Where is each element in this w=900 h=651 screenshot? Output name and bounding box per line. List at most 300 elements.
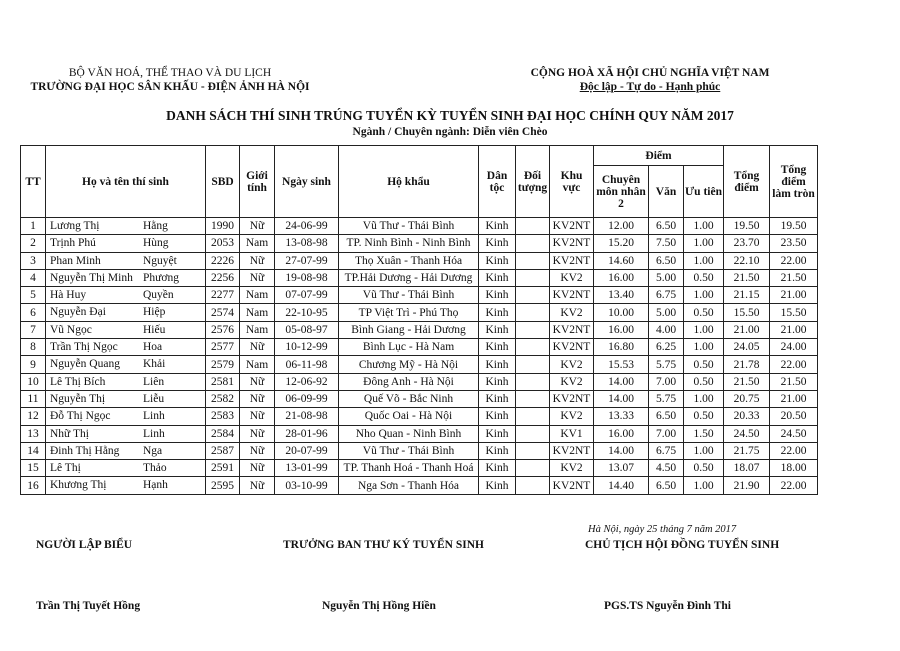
cell-literature: 6.75	[649, 287, 684, 304]
cell-region: KV2	[550, 304, 594, 321]
cell-priority-group	[516, 460, 550, 477]
cell-rounded: 22.00	[770, 442, 818, 459]
table-row	[21, 390, 818, 407]
cell-priority-group	[516, 356, 550, 373]
cell-priority: 1.00	[684, 390, 724, 407]
preparer-name: Trần Thị Tuyết Hồng	[36, 600, 141, 612]
cell-total: 23.70	[724, 235, 770, 252]
family-name: Phan Minh	[50, 254, 101, 267]
cell-ethnicity: Kinh	[479, 252, 516, 269]
cell-sbd: 2579	[206, 356, 240, 373]
cell-hometown: Vũ Thư - Thái Bình	[339, 442, 479, 459]
cell-gender: Nữ	[240, 252, 275, 269]
cell-priority-group	[516, 408, 550, 425]
cell-ethnicity: Kinh	[479, 235, 516, 252]
cell-priority-group	[516, 390, 550, 407]
cell-dob: 03-10-99	[275, 477, 339, 494]
given-name: Nguyệt	[143, 254, 177, 267]
cell-priority: 1.00	[684, 442, 724, 459]
cell-gender: Nam	[240, 304, 275, 321]
cell-hometown: Nga Sơn - Thanh Hóa	[339, 477, 479, 494]
cell-region: KV2NT	[550, 477, 594, 494]
cell-tt: 5	[21, 287, 46, 304]
cell-gender: Nữ	[240, 218, 275, 235]
cell-region: KV2NT	[550, 321, 594, 338]
republic-name: CỘNG HOÀ XÃ HỘI CHỦ NGHĨA VIỆT NAM	[530, 67, 770, 79]
cell-sbd: 2587	[206, 442, 240, 459]
cell-rounded: 23.50	[770, 235, 818, 252]
cell-priority: 1.00	[684, 321, 724, 338]
cell-sbd: 1990	[206, 218, 240, 235]
cell-sbd: 2053	[206, 235, 240, 252]
cell-region: KV2NT	[550, 339, 594, 356]
given-name: Hoa	[143, 341, 163, 354]
cell-sbd: 2584	[206, 425, 240, 442]
cell-rounded: 21.50	[770, 373, 818, 390]
cell-total: 20.33	[724, 408, 770, 425]
cell-total: 15.50	[724, 304, 770, 321]
cell-region: KV2NT	[550, 235, 594, 252]
cell-literature: 6.50	[649, 252, 684, 269]
cell-ethnicity: Kinh	[479, 304, 516, 321]
cell-hometown: Bình Giang - Hải Dương	[339, 321, 479, 338]
family-name: Nhữ Thị	[50, 427, 89, 440]
col-header-hometown: Hộ khẩu	[339, 146, 479, 218]
cell-name	[46, 218, 206, 235]
cell-priority-group	[516, 477, 550, 494]
cell-sbd: 2577	[206, 339, 240, 356]
cell-literature: 6.50	[649, 408, 684, 425]
family-name: Nguyễn Đại	[50, 306, 106, 319]
table-row	[21, 373, 818, 390]
given-name: Thảo	[143, 462, 167, 475]
cell-total: 21.00	[724, 321, 770, 338]
cell-literature: 6.50	[649, 477, 684, 494]
cell-priority: 0.50	[684, 356, 724, 373]
cell-sbd: 2226	[206, 252, 240, 269]
family-name: Trịnh Phú	[50, 237, 96, 250]
given-name: Hiệp	[143, 306, 166, 319]
family-name: Đỗ Thị Ngọc	[50, 410, 111, 423]
cell-tt: 3	[21, 252, 46, 269]
cell-dob: 28-01-96	[275, 425, 339, 442]
given-name: Liên	[143, 375, 165, 388]
given-name: Linh	[143, 410, 165, 423]
cell-priority-group	[516, 218, 550, 235]
given-name: Hiếu	[143, 323, 166, 336]
cell-sbd: 2277	[206, 287, 240, 304]
cell-ethnicity: Kinh	[479, 477, 516, 494]
cell-priority-group	[516, 287, 550, 304]
col-header-dob: Ngày sinh	[275, 146, 339, 218]
cell-literature: 5.75	[649, 390, 684, 407]
given-name: Hằng	[143, 220, 168, 232]
cell-major-score: 14.40	[594, 477, 649, 494]
cell-region: KV2	[550, 269, 594, 286]
cell-priority: 1.00	[684, 252, 724, 269]
cell-priority-group	[516, 442, 550, 459]
cell-rounded: 22.00	[770, 477, 818, 494]
ministry-name: BỘ VĂN HOÁ, THỂ THAO VÀ DU LỊCH	[68, 67, 272, 79]
table-row	[21, 477, 818, 494]
cell-hometown: Quốc Oai - Hà Nội	[339, 408, 479, 425]
cell-major-score: 16.00	[594, 269, 649, 286]
given-name: Hùng	[143, 237, 169, 250]
cell-gender: Nam	[240, 321, 275, 338]
cell-ethnicity: Kinh	[479, 269, 516, 286]
cell-major-score: 13.33	[594, 408, 649, 425]
secretary-name: Nguyễn Thị Hồng Hiền	[322, 600, 436, 612]
family-name: Vũ Ngọc	[50, 323, 92, 336]
cell-major-score: 15.53	[594, 356, 649, 373]
cell-hometown: TP. Ninh Bình - Ninh Bình	[339, 235, 479, 252]
cell-dob: 21-08-98	[275, 408, 339, 425]
cell-gender: Nữ	[240, 269, 275, 286]
cell-dob: 20-07-99	[275, 442, 339, 459]
cell-region: KV2	[550, 408, 594, 425]
col-header-scores: Điểm	[594, 146, 724, 166]
table-row	[21, 408, 818, 425]
cell-priority: 1.00	[684, 477, 724, 494]
cell-region: KV2	[550, 373, 594, 390]
cell-priority: 1.50	[684, 425, 724, 442]
cell-priority: 1.00	[684, 287, 724, 304]
cell-rounded: 22.00	[770, 356, 818, 373]
cell-name	[46, 304, 206, 321]
cell-rounded: 18.00	[770, 460, 818, 477]
table-row	[21, 287, 818, 304]
cell-rounded: 19.50	[770, 218, 818, 235]
col-header-priority: Ưu tiên	[684, 166, 724, 218]
cell-major-score: 16.80	[594, 339, 649, 356]
cell-hometown: TP.Hải Dương - Hải Dương	[339, 269, 479, 286]
cell-gender: Nữ	[240, 425, 275, 442]
cell-total: 21.50	[724, 373, 770, 390]
table-row	[21, 356, 818, 373]
cell-sbd: 2576	[206, 321, 240, 338]
family-name: Nguyễn Thị Minh	[50, 271, 133, 284]
table-row	[21, 235, 818, 252]
cell-region: KV2NT	[550, 252, 594, 269]
cell-hometown: Quế Võ - Bắc Ninh	[339, 390, 479, 407]
cell-hometown: TP Việt Trì - Phú Thọ	[339, 304, 479, 321]
cell-literature: 7.00	[649, 373, 684, 390]
cell-ethnicity: Kinh	[479, 339, 516, 356]
table-row	[21, 321, 818, 338]
cell-tt: 13	[21, 425, 46, 442]
preparer-title: NGƯỜI LẬP BIỂU	[36, 539, 133, 551]
col-header-tt: TT	[21, 146, 46, 218]
cell-sbd: 2595	[206, 477, 240, 494]
cell-rounded: 15.50	[770, 304, 818, 321]
cell-priority: 0.50	[684, 408, 724, 425]
chairman-title: CHỦ TỊCH HỘI ĐỒNG TUYỂN SINH	[585, 539, 780, 551]
cell-dob: 13-01-99	[275, 460, 339, 477]
cell-tt: 6	[21, 304, 46, 321]
cell-tt: 14	[21, 442, 46, 459]
table-row	[21, 425, 818, 442]
cell-priority-group	[516, 252, 550, 269]
cell-gender: Nữ	[240, 390, 275, 407]
cell-name	[46, 390, 206, 407]
cell-rounded: 20.50	[770, 408, 818, 425]
cell-name	[46, 460, 206, 477]
col-header-sbd: SBD	[206, 146, 240, 218]
cell-hometown: Đông Anh - Hà Nội	[339, 373, 479, 390]
cell-rounded: 21.00	[770, 321, 818, 338]
cell-hometown: Thọ Xuân - Thanh Hóa	[339, 252, 479, 269]
cell-total: 19.50	[724, 218, 770, 235]
cell-total: 18.07	[724, 460, 770, 477]
cell-priority: 0.50	[684, 304, 724, 321]
cell-hometown: Chương Mỹ - Hà Nội	[339, 356, 479, 373]
cell-major-score: 14.00	[594, 442, 649, 459]
cell-gender: Nữ	[240, 477, 275, 494]
given-name: Phương	[143, 271, 179, 284]
given-name: Khải	[143, 358, 166, 371]
cell-major-score: 10.00	[594, 304, 649, 321]
cell-tt: 8	[21, 339, 46, 356]
given-name: Hạnh	[143, 479, 168, 492]
cell-ethnicity: Kinh	[479, 460, 516, 477]
cell-tt: 16	[21, 477, 46, 494]
cell-major-score: 13.07	[594, 460, 649, 477]
cell-gender: Nam	[240, 287, 275, 304]
cell-tt: 11	[21, 390, 46, 407]
col-header-gender: Giới tính	[240, 146, 275, 218]
cell-dob: 22-10-95	[275, 304, 339, 321]
cell-priority: 1.00	[684, 235, 724, 252]
table-row	[21, 442, 818, 459]
cell-ethnicity: Kinh	[479, 287, 516, 304]
document-subtitle: Ngành / Chuyên ngành: Diễn viên Chèo	[352, 126, 548, 138]
cell-dob: 06-09-99	[275, 390, 339, 407]
document-title: DANH SÁCH THÍ SINH TRÚNG TUYỂN KỲ TUYỂN SINH ĐẠI HỌC CHÍNH QUY NĂM 2017	[166, 108, 734, 123]
cell-sbd: 2581	[206, 373, 240, 390]
cell-dob: 12-06-92	[275, 373, 339, 390]
cell-major-score: 13.40	[594, 287, 649, 304]
col-header-region: Khu vực	[550, 146, 594, 218]
table-row	[21, 218, 818, 235]
family-name: Lê Thị	[50, 462, 81, 475]
cell-priority-group	[516, 339, 550, 356]
family-name: Lương Thị	[50, 220, 100, 232]
cell-name	[46, 373, 206, 390]
family-name: Hà Huy	[50, 289, 87, 302]
cell-tt: 4	[21, 269, 46, 286]
cell-region: KV1	[550, 425, 594, 442]
cell-hometown: Nho Quan - Ninh Bình	[339, 425, 479, 442]
cell-gender: Nữ	[240, 339, 275, 356]
cell-literature: 7.00	[649, 425, 684, 442]
cell-hometown: Vũ Thư - Thái Bình	[339, 287, 479, 304]
cell-priority-group	[516, 235, 550, 252]
cell-name	[46, 425, 206, 442]
cell-literature: 6.25	[649, 339, 684, 356]
given-name: Quyền	[143, 289, 174, 302]
cell-priority-group	[516, 425, 550, 442]
cell-literature: 6.50	[649, 218, 684, 235]
signing-date: Hà Nội, ngày 25 tháng 7 năm 2017	[588, 524, 737, 535]
col-header-total: Tổng điểm	[724, 146, 770, 218]
cell-name	[46, 287, 206, 304]
cell-total: 22.10	[724, 252, 770, 269]
cell-sbd: 2582	[206, 390, 240, 407]
cell-rounded: 22.00	[770, 252, 818, 269]
table-row	[21, 460, 818, 477]
cell-priority: 1.00	[684, 218, 724, 235]
cell-hometown: Bình Lục - Hà Nam	[339, 339, 479, 356]
cell-dob: 07-07-99	[275, 287, 339, 304]
family-name: Trần Thị Ngọc	[50, 341, 118, 354]
cell-major-score: 16.00	[594, 321, 649, 338]
col-header-ethnicity: Dân tộc	[479, 146, 516, 218]
cell-name	[46, 269, 206, 286]
cell-sbd: 2256	[206, 269, 240, 286]
cell-tt: 12	[21, 408, 46, 425]
cell-major-score: 16.00	[594, 425, 649, 442]
cell-gender: Nữ	[240, 442, 275, 459]
cell-total: 21.78	[724, 356, 770, 373]
cell-major-score: 15.20	[594, 235, 649, 252]
cell-name	[46, 235, 206, 252]
table-row	[21, 339, 818, 356]
table-row	[21, 269, 818, 286]
cell-literature: 4.50	[649, 460, 684, 477]
cell-sbd: 2583	[206, 408, 240, 425]
cell-dob: 05-08-97	[275, 321, 339, 338]
cell-hometown: TP. Thanh Hoá - Thanh Hoá	[339, 460, 479, 477]
cell-region: KV2NT	[550, 442, 594, 459]
cell-gender: Nữ	[240, 373, 275, 390]
cell-ethnicity: Kinh	[479, 218, 516, 235]
cell-major-score: 14.00	[594, 373, 649, 390]
cell-sbd: 2591	[206, 460, 240, 477]
cell-priority-group	[516, 304, 550, 321]
cell-dob: 19-08-98	[275, 269, 339, 286]
cell-gender: Nam	[240, 356, 275, 373]
cell-priority-group	[516, 321, 550, 338]
family-name: Đinh Thị Hằng	[50, 444, 120, 457]
cell-ethnicity: Kinh	[479, 390, 516, 407]
cell-region: KV2NT	[550, 287, 594, 304]
cell-tt: 1	[21, 218, 46, 235]
cell-name	[46, 408, 206, 425]
cell-name	[46, 442, 206, 459]
cell-literature: 4.00	[649, 321, 684, 338]
col-header-literature: Văn	[649, 166, 684, 218]
cell-gender: Nữ	[240, 408, 275, 425]
cell-ethnicity: Kinh	[479, 356, 516, 373]
cell-total: 24.50	[724, 425, 770, 442]
national-motto: Độc lập - Tự do - Hạnh phúc	[579, 81, 721, 93]
col-header-name: Họ và tên thí sinh	[46, 146, 206, 218]
cell-gender: Nam	[240, 235, 275, 252]
cell-total: 21.75	[724, 442, 770, 459]
given-name: Liễu	[143, 392, 165, 405]
cell-priority: 0.50	[684, 373, 724, 390]
cell-region: KV2	[550, 356, 594, 373]
cell-ethnicity: Kinh	[479, 442, 516, 459]
cell-ethnicity: Kinh	[479, 321, 516, 338]
cell-total: 21.50	[724, 269, 770, 286]
cell-name	[46, 252, 206, 269]
cell-literature: 5.75	[649, 356, 684, 373]
cell-literature: 5.00	[649, 269, 684, 286]
admission-table	[20, 145, 818, 495]
cell-priority-group	[516, 269, 550, 286]
cell-total: 21.15	[724, 287, 770, 304]
cell-rounded: 24.50	[770, 425, 818, 442]
cell-literature: 6.75	[649, 442, 684, 459]
cell-rounded: 21.00	[770, 390, 818, 407]
cell-dob: 10-12-99	[275, 339, 339, 356]
table-row	[21, 252, 818, 269]
family-name: Nguyễn Thị	[50, 392, 106, 405]
cell-tt: 9	[21, 356, 46, 373]
cell-rounded: 24.00	[770, 339, 818, 356]
cell-total: 24.05	[724, 339, 770, 356]
col-header-major-score: Chuyên môn nhân 2	[594, 166, 649, 218]
family-name: Lê Thị Bích	[50, 375, 106, 388]
given-name: Nga	[143, 444, 163, 457]
secretary-title: TRƯỞNG BAN THƯ KÝ TUYỂN SINH	[283, 539, 484, 551]
cell-tt: 10	[21, 373, 46, 390]
cell-priority: 0.50	[684, 460, 724, 477]
cell-ethnicity: Kinh	[479, 425, 516, 442]
cell-total: 20.75	[724, 390, 770, 407]
cell-region: KV2	[550, 460, 594, 477]
school-name: TRƯỜNG ĐẠI HỌC SÂN KHẤU - ĐIỆN ẢNH HÀ NỘI	[30, 81, 310, 93]
cell-sbd: 2574	[206, 304, 240, 321]
cell-dob: 06-11-98	[275, 356, 339, 373]
cell-priority: 1.00	[684, 339, 724, 356]
table-row	[21, 304, 818, 321]
chairman-name: PGS.TS Nguyễn Đình Thi	[604, 600, 731, 612]
cell-name	[46, 339, 206, 356]
cell-rounded: 21.50	[770, 269, 818, 286]
cell-ethnicity: Kinh	[479, 373, 516, 390]
cell-major-score: 12.00	[594, 218, 649, 235]
cell-region: KV2NT	[550, 218, 594, 235]
family-name: Nguyễn Quang	[50, 358, 120, 371]
cell-region: KV2NT	[550, 390, 594, 407]
cell-tt: 15	[21, 460, 46, 477]
cell-hometown: Vũ Thư - Thái Bình	[339, 218, 479, 235]
cell-name	[46, 356, 206, 373]
cell-priority-group	[516, 373, 550, 390]
col-header-priority-group: Đối tượng	[516, 146, 550, 218]
cell-dob: 24-06-99	[275, 218, 339, 235]
given-name: Linh	[143, 427, 165, 440]
cell-total: 21.90	[724, 477, 770, 494]
cell-major-score: 14.60	[594, 252, 649, 269]
cell-major-score: 14.00	[594, 390, 649, 407]
col-header-rounded: Tổng điểm làm tròn	[770, 146, 818, 218]
cell-priority: 0.50	[684, 269, 724, 286]
cell-rounded: 21.00	[770, 287, 818, 304]
cell-ethnicity: Kinh	[479, 408, 516, 425]
cell-dob: 27-07-99	[275, 252, 339, 269]
cell-name	[46, 477, 206, 494]
cell-literature: 7.50	[649, 235, 684, 252]
cell-name	[46, 321, 206, 338]
cell-gender: Nữ	[240, 460, 275, 477]
cell-tt: 7	[21, 321, 46, 338]
cell-dob: 13-08-98	[275, 235, 339, 252]
cell-literature: 5.00	[649, 304, 684, 321]
cell-tt: 2	[21, 235, 46, 252]
